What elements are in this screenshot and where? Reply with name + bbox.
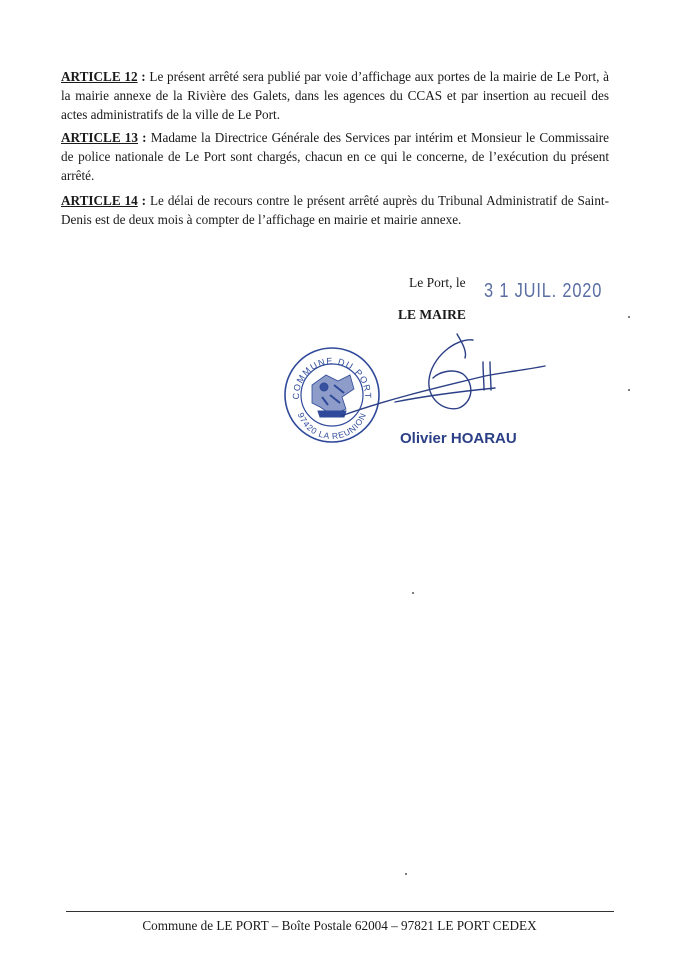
mayor-title: LE MAIRE: [398, 307, 466, 322]
article-13-heading: ARTICLE 13: [61, 130, 138, 145]
article-14: ARTICLE 14 : Le délai de recours contre le présent arrêté auprès du Tribunal Administratif de Saint-Denis est de deux mois à compter de l’affichage en mairie et mairie annexe.: [61, 193, 609, 227]
footer-rule: [66, 911, 614, 912]
date-stamp: 3 1 JUIL. 2020: [484, 280, 603, 302]
signature-place: Le Port, le: [409, 275, 466, 290]
article-12: ARTICLE 12 : Le présent arrêté sera publié par voie d’affichage aux portes de la mairie de Le Port, à la mairie annexe de la Rivière des Galets, dans les agences du CCAS et par insertion au recueil des actes administratifs de la ville de Le Port.: [61, 69, 609, 122]
article-13-text: Madame la Directrice Générale des Services par intérim et Monsieur le Commissaire de police nationale de Le Port sont chargés, chacun en ce qui le concerne, de l’exécution du présent arrêté.: [61, 130, 609, 183]
article-14-text: Le délai de recours contre le présent arrêté auprès du Tribunal Administratif de Saint-Denis est de deux mois à compter de l’affichage en mairie et mairie annexe.: [61, 193, 609, 227]
seal-top-text: COMMUNE DU PORT: [290, 355, 374, 400]
scan-speck: [405, 873, 407, 875]
scan-speck: [628, 316, 630, 318]
article-12-heading: ARTICLE 12: [61, 69, 138, 84]
mayor-signature: [335, 328, 550, 428]
article-12-text: Le présent arrêté sera publié par voie d’affichage aux portes de la mairie de Le Port, à la mairie annexe de la Rivière des Galets, dans les agences du CCAS et par insertion au recueil des actes administratifs de la ville de Le Port.: [61, 69, 609, 122]
scan-speck: [628, 389, 630, 391]
seal-bottom-text: 97420 LA REUNION: [295, 410, 369, 442]
footer-address: Commune de LE PORT – Boîte Postale 62004 – 97821 LE PORT CEDEX: [142, 918, 537, 933]
article-14-heading: ARTICLE 14: [61, 193, 138, 208]
signer-name: Olivier HOARAU: [400, 430, 517, 447]
article-13: ARTICLE 13 : Madame la Directrice Générale des Services par intérim et Monsieur le Commissaire de police nationale de Le Port sont chargés, chacun en ce qui le concerne, de l’exécution du présent arrêté.: [61, 130, 609, 183]
scan-speck: [412, 592, 414, 594]
